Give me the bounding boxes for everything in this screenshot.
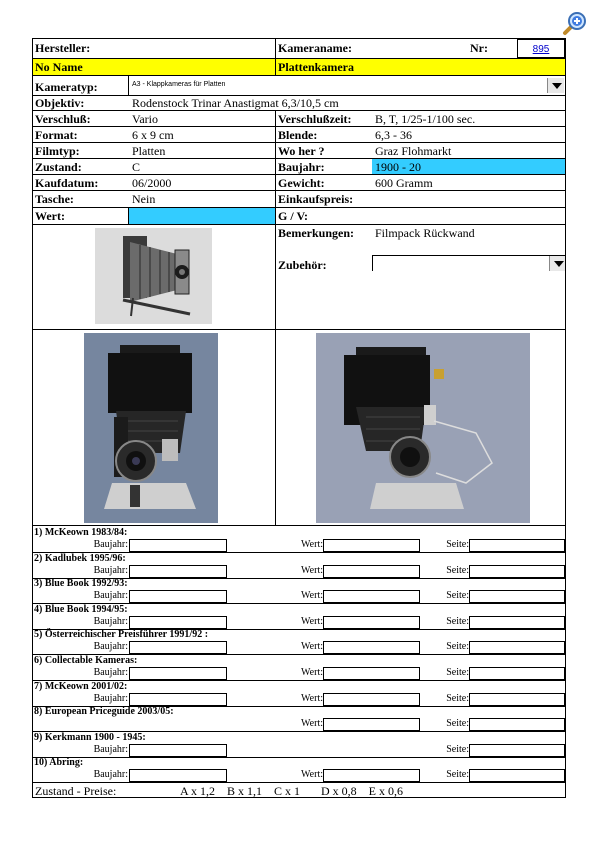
reference-wert-field[interactable] (323, 718, 420, 731)
reference-seite-field[interactable] (469, 718, 565, 731)
chevron-down-icon[interactable] (547, 78, 564, 93)
reference-baujahr-field[interactable] (129, 769, 227, 782)
reference-title: 9) Kerkmann 1900 - 1945: (34, 731, 146, 743)
reference-wert-field[interactable] (323, 693, 420, 706)
reference-seite-field[interactable] (469, 693, 565, 706)
reference-baujahr-label: Baujahr: (93, 615, 128, 627)
zoom-in-icon[interactable] (562, 10, 588, 36)
reference-baujahr-label: Baujahr: (93, 539, 128, 550)
objektiv-value: Rodenstock Trinar Anastigmat 6,3/10,5 cm (132, 96, 339, 110)
reference-wert-field[interactable] (323, 667, 420, 680)
reference-wert-label: Wert: (301, 564, 323, 576)
wert-label: Wert: (35, 209, 65, 223)
format-value: 6 x 9 cm (132, 128, 174, 142)
camera-photo-side (316, 333, 530, 523)
bemerkungen-label: Bemerkungen: (278, 226, 354, 240)
reference-seite-label: Seite: (446, 769, 469, 781)
kameraname-value: Plattenkamera (278, 60, 354, 74)
reference-wert-field[interactable] (323, 539, 420, 552)
reference-title: 7) McKeown 2001/02: (34, 680, 128, 692)
reference-baujahr-label: Baujahr: (93, 692, 128, 704)
reference-baujahr-field[interactable] (129, 641, 227, 654)
reference-title: 8) European Priceguide 2003/05: (34, 706, 174, 718)
reference-seite-field[interactable] (469, 616, 565, 629)
footer-factors: A x 1,2 B x 1,1 C x 1 D x 0,8 E x 0,6 (180, 784, 404, 798)
zustand-label: Zustand: (35, 160, 82, 174)
tasche-label: Tasche: (35, 192, 74, 206)
gv-label: G / V: (278, 209, 309, 223)
footer-label: Zustand - Preise: (35, 784, 117, 798)
reference-seite-field[interactable] (469, 769, 565, 782)
reference-wert-field[interactable] (323, 769, 420, 782)
reference-title: 3) Blue Book 1992/93: (34, 578, 128, 590)
reference-baujahr-field[interactable] (129, 590, 227, 603)
reference-seite-label: Seite: (446, 743, 469, 755)
reference-baujahr-field[interactable] (129, 667, 227, 680)
reference-baujahr-field[interactable] (129, 693, 227, 706)
reference-baujahr-field[interactable] (129, 616, 227, 629)
verschluss-value: Vario (132, 112, 158, 126)
reference-seite-label: Seite: (446, 641, 469, 653)
tasche-value: Nein (132, 192, 156, 206)
reference-seite-field[interactable] (469, 641, 565, 654)
kameratyp-select[interactable] (129, 77, 565, 94)
hersteller-label: Hersteller: (35, 41, 91, 55)
reference-wert-field[interactable] (323, 565, 420, 578)
objektiv-label: Objektiv: (35, 96, 85, 110)
wert-value-bg (129, 207, 275, 224)
einkaufspreis-label: Einkaufspreis: (278, 192, 354, 206)
reference-wert-label: Wert: (301, 769, 323, 781)
reference-seite-label: Seite: (446, 539, 469, 550)
reference-wert-label: Wert: (301, 615, 323, 627)
reference-baujahr-label: Baujahr: (93, 769, 128, 781)
reference-seite-field[interactable] (469, 667, 565, 680)
camera-photo-front (84, 333, 218, 523)
kameratyp-value: A3 - Klappkameras für Platten (132, 81, 226, 88)
reference-wert-field[interactable] (323, 616, 420, 629)
reference-title: 6) Collectable Kameras: (34, 655, 138, 666)
gewicht-value: 600 Gramm (375, 176, 433, 190)
zustand-value: C (132, 160, 141, 174)
nr-box[interactable] (517, 39, 565, 58)
zubehoer-label: Zubehör: (278, 258, 327, 272)
reference-seite-field[interactable] (469, 539, 565, 552)
gewicht-label: Gewicht: (278, 176, 325, 190)
reference-baujahr-label: Baujahr: (93, 590, 128, 602)
reference-seite-label: Seite: (446, 692, 469, 704)
reference-wert-field[interactable] (323, 641, 420, 654)
verschluss-label: Verschluß: (35, 112, 91, 126)
reference-seite-field[interactable] (469, 590, 565, 603)
reference-wert-label: Wert: (301, 692, 323, 704)
bemerkungen-value: Filmpack Rückwand (375, 226, 475, 240)
blende-value: 6,3 - 36 (375, 128, 412, 142)
reference-seite-field[interactable] (469, 565, 565, 578)
reference-title: 4) Blue Book 1994/95: (34, 603, 128, 615)
reference-baujahr-label: Baujahr: (93, 641, 128, 653)
baujahr-value: 1900 - 20 (375, 160, 421, 174)
reference-baujahr-field[interactable] (129, 565, 227, 578)
nr-value-link[interactable]: 895 (532, 44, 550, 55)
reference-wert-label: Wert: (301, 718, 323, 730)
reference-seite-label: Seite: (446, 718, 469, 730)
reference-seite-label: Seite: (446, 667, 469, 678)
reference-divider (32, 757, 566, 758)
zubehoer-select[interactable] (372, 255, 565, 271)
filmtyp-value: Platten (132, 144, 166, 158)
reference-title: 2) Kadlubek 1995/96: (34, 552, 126, 564)
kameratyp-label: Kameratyp: (35, 80, 98, 94)
reference-wert-field[interactable] (323, 590, 420, 603)
format-label: Format: (35, 128, 78, 142)
nr-label: Nr: (470, 41, 488, 55)
kaufdatum-label: Kaufdatum: (35, 176, 99, 190)
verschlusszeit-label: Verschlußzeit: (278, 112, 352, 126)
reference-baujahr-label: Baujahr: (93, 564, 128, 576)
reference-baujahr-field[interactable] (129, 539, 227, 552)
reference-baujahr-label: Baujahr: (93, 743, 128, 755)
reference-wert-label: Wert: (301, 590, 323, 602)
blende-label: Blende: (278, 128, 318, 142)
reference-seite-label: Seite: (446, 564, 469, 576)
hersteller-value: No Name (35, 60, 83, 74)
woher-value: Graz Flohmarkt (375, 144, 452, 158)
filmtyp-label: Filmtyp: (35, 144, 80, 158)
verschlusszeit-value: B, T, 1/25-1/100 sec. (375, 112, 476, 126)
kameraname-label: Kameraname: (278, 41, 352, 55)
reference-title: 5) Österreichischer Preisführer 1991/92 : (34, 629, 209, 641)
kaufdatum-value: 06/2000 (132, 176, 172, 190)
reference-baujahr-label: Baujahr: (93, 667, 128, 678)
reference-seite-label: Seite: (446, 615, 469, 627)
reference-wert-label: Wert: (301, 539, 323, 550)
reference-baujahr-field[interactable] (129, 744, 227, 757)
camera-catalog-image (95, 228, 212, 324)
reference-title: 1) McKeown 1983/84: (34, 527, 128, 538)
reference-seite-field[interactable] (469, 744, 565, 757)
baujahr-label: Baujahr: (278, 160, 325, 174)
woher-label: Wo her ? (278, 144, 325, 158)
reference-wert-label: Wert: (301, 667, 323, 678)
reference-title: 10) Abring: (34, 757, 84, 769)
chevron-down-icon[interactable] (549, 256, 565, 271)
reference-seite-label: Seite: (446, 590, 469, 602)
reference-wert-label: Wert: (301, 641, 323, 653)
